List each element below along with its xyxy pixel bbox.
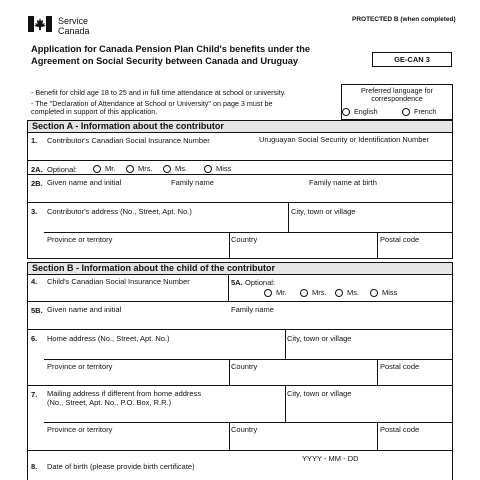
section-b-heading: Section B - Information about the child of the contributor [27,262,453,275]
french-radio[interactable] [402,108,410,116]
q5b-number: 5B. [31,306,43,315]
q6-city-label: City, town or village [287,334,352,343]
section-a-heading: Section A - Information about the contributor [27,120,453,133]
language-title: Preferred language for correspondence [361,86,433,104]
q7-address-label-2: (No., Street, Apt. No., P.O. Box, R.R.) [47,398,172,407]
language-box [341,84,453,120]
french-label: French [414,107,437,116]
q2b-family-label: Family name [171,178,214,187]
q4-number: 4. [31,277,38,286]
q6-country-label: Country [231,362,258,371]
q2a-mr-label: Mr. [105,164,116,173]
q3-address-label: Contributor's address (No., Street, Apt. No.) [47,207,192,216]
canada-flag-icon [28,16,52,32]
q5a-miss-label: Miss [382,288,398,297]
english-radio[interactable] [342,108,350,116]
q3-postal-label: Postal code [380,235,420,244]
wordmark-line-1: Service [58,16,89,26]
q5a-ms-label: Ms. [347,288,360,297]
service-canada-wordmark [58,16,90,36]
q5a-mrs-radio[interactable] [300,289,308,297]
q2a-mrs-label: Mrs. [138,164,153,173]
q5a-miss-radio[interactable] [370,289,378,297]
q3-country-label: Country [231,235,258,244]
q7-country-label: Country [231,425,258,434]
form-code-box [372,52,452,67]
q7-province-label: Province or territory [47,425,113,434]
bullet-2: - The "Declaration of Attendance at School or University" on page 3 must be completed in support of this application. [31,99,273,117]
q3-province-label: Province or territory [47,235,113,244]
q5a-mr-radio[interactable] [264,289,272,297]
q3-city-label: City, town or village [291,207,356,216]
q6-address-label: Home address (No., Street, Apt. No.) [47,334,170,343]
q6-number: 6. [31,334,38,343]
q5b-family-label: Family name [231,305,274,314]
q5b-given-label: Given name and initial [47,305,122,314]
q2b-birth-label: Family name at birth [309,178,377,187]
q8-number: 8. [31,462,38,471]
q5a-label: Optional: [245,278,276,287]
q2a-miss-radio[interactable] [204,165,212,173]
bullet-1: - Benefit for child age 18 to 25 and in full time attendance at school or university. [31,88,286,97]
wordmark-line-2: Canada [58,26,90,36]
protected-label: PROTECTED B (when completed) [352,16,456,23]
q2a-ms-label: Ms. [175,164,188,173]
q5a-mrs-label: Mrs. [312,288,327,297]
form-title: Application for Canada Pension Plan Child's benefits under the Agreement on Social Security between Canada and Uruguay [31,44,311,66]
q2b-number: 2B. [31,179,43,188]
q4-label: Child's Canadian Social Insurance Number [47,277,190,286]
q5a-number: 5A. [231,278,243,287]
q7-city-label: City, town or village [287,389,352,398]
english-label: English [354,107,378,116]
q7-postal-label: Postal code [380,425,420,434]
q8-label: Date of birth (please provide birth certificate) [47,462,195,471]
q1-label: Contributor's Canadian Social Insurance Number [47,136,210,145]
q7-address-label-1: Mailing address if different from home address [47,389,202,398]
q6-postal-label: Postal code [380,362,420,371]
q1-uruguay-label: Uruguayan Social Security or Identification Number [259,135,430,144]
q6-province-label: Province or territory [47,362,113,371]
q2a-mr-radio[interactable] [93,165,101,173]
q5a-mr-label: Mr. [276,288,287,297]
q2a-number: 2A. [31,165,43,174]
q3-number: 3. [31,207,38,216]
q2a-miss-label: Miss [216,164,232,173]
q2a-ms-radio[interactable] [163,165,171,173]
q2a-mrs-radio[interactable] [126,165,134,173]
q7-number: 7. [31,390,38,399]
q5a-ms-radio[interactable] [335,289,343,297]
form-code: GE-CAN 3 [394,55,430,64]
q2b-given-label: Given name and initial [47,178,122,187]
q1-number: 1. [31,136,38,145]
q8-date-format: YYYY - MM - DD [302,454,359,463]
q2a-label: Optional: [47,165,78,174]
